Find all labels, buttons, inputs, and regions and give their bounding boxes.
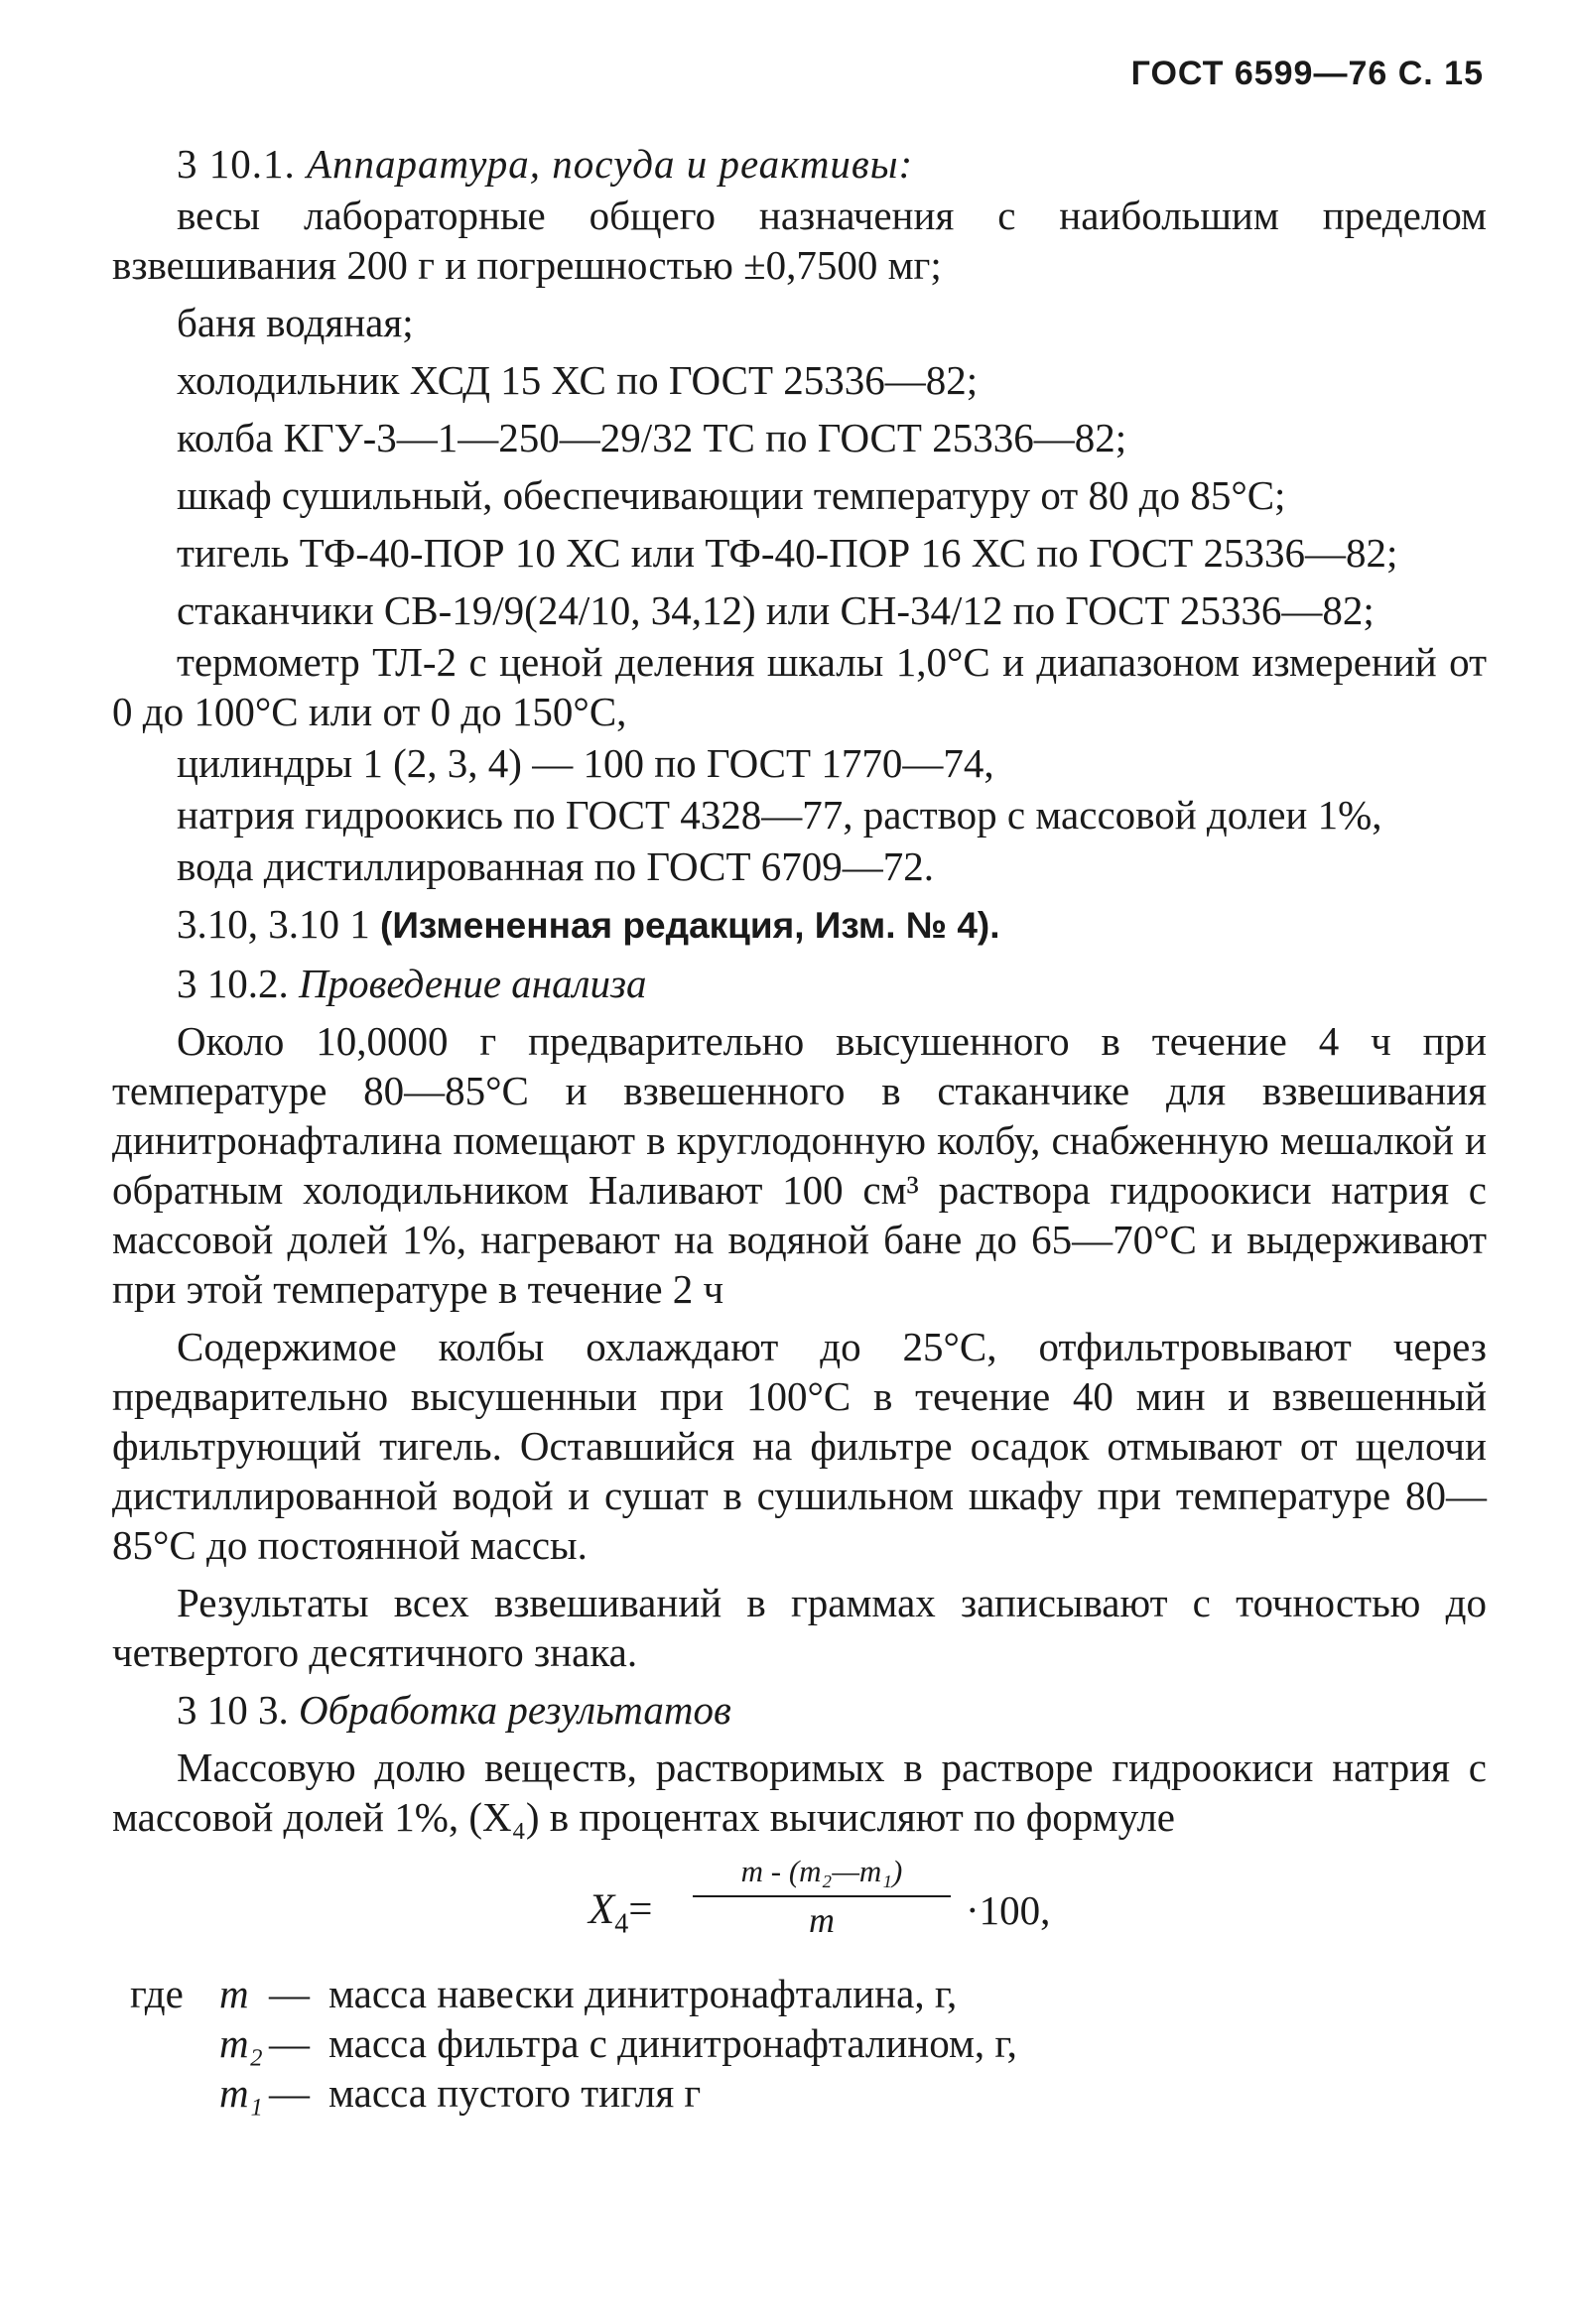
list-item: цилиндры 1 (2, 3, 4) — 100 по ГОСТ 1770—74, xyxy=(177,740,994,786)
list-item: вода дистиллированная по ГОСТ 6709—72. xyxy=(177,843,935,889)
list-item: термометр ТЛ-2 с ценой деления шкалы 1,0°С и диапазоном измерений от 0 до 100°С или от 0 до 150°С, xyxy=(112,639,1487,734)
amendment-note xyxy=(112,899,1487,951)
formula-equals: = xyxy=(628,1886,653,1933)
legend-symbol: m₁ xyxy=(219,2070,263,2116)
paragraph: Содержимое колбы охлаждают до 25°С, отфильтровывают через предварительно высушенныи при 100°С в течение 40 мин и взвешенный фильтрующий тигель. Оставшийся на фильтре осадок отмывают от щелочи дистиллированной водой и сушат в сушильном шкафу при температуре 80—85°С до постоянной массы. xyxy=(112,1324,1487,1568)
legend-dash: — xyxy=(269,2020,310,2066)
paragraph: Результаты всех взвешиваний в граммах записывают с точностью до четвертого десятичного знака. xyxy=(112,1580,1487,1675)
legend-text: масса пустого тигля г xyxy=(328,2070,702,2116)
list-item: натрия гидроокись по ГОСТ 4328—77, раствор с массовой долеи 1%, xyxy=(177,792,1382,838)
legend-text: масса фильтра с динитронафталином, г, xyxy=(328,2020,1017,2066)
legend-row xyxy=(112,2068,1487,2118)
formula-lhs xyxy=(589,1885,653,1950)
legend-symbol: m₂ xyxy=(219,2020,263,2066)
section-number: 3 10.2. xyxy=(177,961,289,1006)
list-item: колба КГУ-3—1—250—29/32 ТС по ГОСТ 25336—82; xyxy=(177,415,1127,460)
list-item: стаканчики СВ-19/9(24/10, 34,12) или СН-34/12 по ГОСТ 25336—82; xyxy=(177,587,1375,633)
list-item: весы лабораторные общего назначения с наибольшим пределом взвешивания 200 г и погрешностью ±0,7500 мг; xyxy=(112,193,1487,288)
section-title: Аппаратура, посуда и реактивы: xyxy=(307,141,914,187)
paragraph: Около 10,0000 г предварительно высушенного в течение 4 ч при температуре 80—85°С и взвешенного в стаканчике для взвешивания динитронафталина помещают в круглодонную колбу, снабженную мешалкой и обратным холодильником Наливают 100 см³ раствора гидроокиси натрия с массовой долей 1%, нагревают на водяной бане до 65—70°С и выдерживают при этой температуре в течение 2 ч xyxy=(112,1018,1487,1312)
list-item: холодильник ХСД 15 ХС по ГОСТ 25336—82; xyxy=(177,357,979,403)
legend-row xyxy=(112,2018,1487,2068)
section-title: Проведение анализа xyxy=(299,961,647,1006)
legend-text: масса навески динитронафталина, г, xyxy=(328,1971,958,2016)
section-number: 3 10.1. xyxy=(177,141,296,187)
paragraph: Массовую долю веществ, растворимых в растворе гидроокиси натрия с массовой долей 1%, (X₄) в процентах вычисляют по формуле xyxy=(112,1744,1487,1840)
list-item: шкаф сушильный, обеспечивающии температуру от 80 до 85°С; xyxy=(177,472,1286,518)
section-title: Обработка результатов xyxy=(299,1687,731,1733)
formula-numerator: m - (m₂—m₁) xyxy=(693,1852,951,1897)
amendment-refs: 3.10, 3.10 1 xyxy=(177,901,370,947)
formula-symbol: X xyxy=(589,1886,615,1933)
formula-fraction xyxy=(693,1852,951,1943)
formula-denominator: m xyxy=(809,1900,835,1940)
section-3-10-2-heading xyxy=(112,959,1487,1008)
formula-x4 xyxy=(112,1852,1487,1969)
formula-subscript: 4 xyxy=(614,1908,629,1940)
amendment-text: (Измененная редакция, Изм. № 4). xyxy=(380,905,1000,946)
section-3-10-3-heading xyxy=(112,1685,1487,1735)
formula-rhs: ·100, xyxy=(966,1887,1051,1933)
running-head: ГОСТ 6599—76 С. 15 xyxy=(1130,55,1484,92)
section-3-10-1-heading xyxy=(112,139,1487,189)
legend-dash: — xyxy=(269,2070,310,2116)
document-body xyxy=(112,139,1487,2118)
section-number: 3 10 3. xyxy=(177,1687,289,1733)
list-item: баня водяная; xyxy=(177,300,414,345)
legend-row xyxy=(112,1969,1487,2018)
legend-symbol: m xyxy=(219,1971,249,2016)
legend-dash: — xyxy=(269,1971,310,2016)
list-item: тигель ТФ-40-ПОР 10 ХС или ТФ-40-ПОР 16 ХС по ГОСТ 25336—82; xyxy=(177,530,1398,576)
legend-where: где xyxy=(130,1971,184,2016)
